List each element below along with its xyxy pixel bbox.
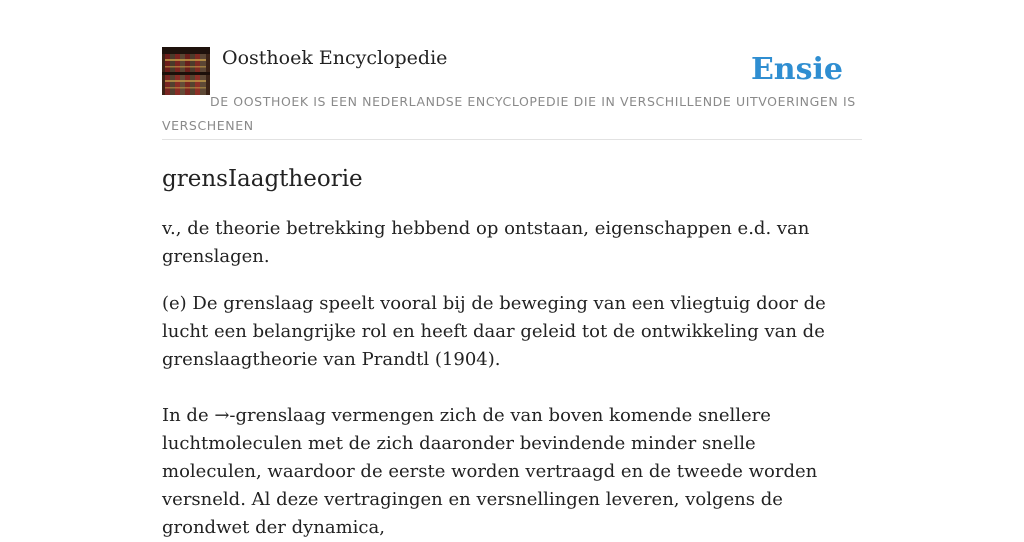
site-name[interactable]: Oosthoek Encyclopedie — [222, 47, 448, 69]
arrow-right-icon: → — [214, 405, 230, 426]
grenslaag-link[interactable] — [214, 405, 326, 426]
entry-definition: v., de theorie betrekking hebbend op ontstaan, eigenschappen e.d. van grenslagen. — [162, 218, 810, 267]
entry-content — [162, 160, 852, 542]
paragraph-prefix: In de — [162, 405, 215, 426]
paragraph-text: vermengen zich de van boven komende snellere luchtmoleculen met de zich daaronder bevindende minder snelle moleculen, waardoor de eerste worden vertraagd en de tweede worden versneld. Al deze vertragingen en versnellingen leveren, volgens de grondwet der dynamica, — [162, 405, 818, 538]
entry-paragraph: (e) De grenslaag speelt vooral bij de beweging van een vliegtuig door de lucht een belangrijke rol en heeft daar geleid tot de ontwikkeling van de grenslaagtheorie van Prandtl (1904). — [162, 293, 826, 370]
entry-title: grensIaagtheorie — [162, 166, 363, 192]
ensie-logo[interactable]: Ensie — [750, 52, 843, 87]
site-tagline: DE OOSTHOEK IS EEN NEDERLANDSE ENCYCLOPEDIE DIE IN VERSCHILLENDE UITVOERINGEN IS VERSCHENEN — [162, 94, 856, 133]
site-header — [162, 46, 862, 140]
bookshelf-avatar-icon[interactable] — [162, 47, 210, 95]
entry-paragraph-continued — [162, 402, 852, 542]
link-label: -grenslaag — [229, 405, 326, 426]
